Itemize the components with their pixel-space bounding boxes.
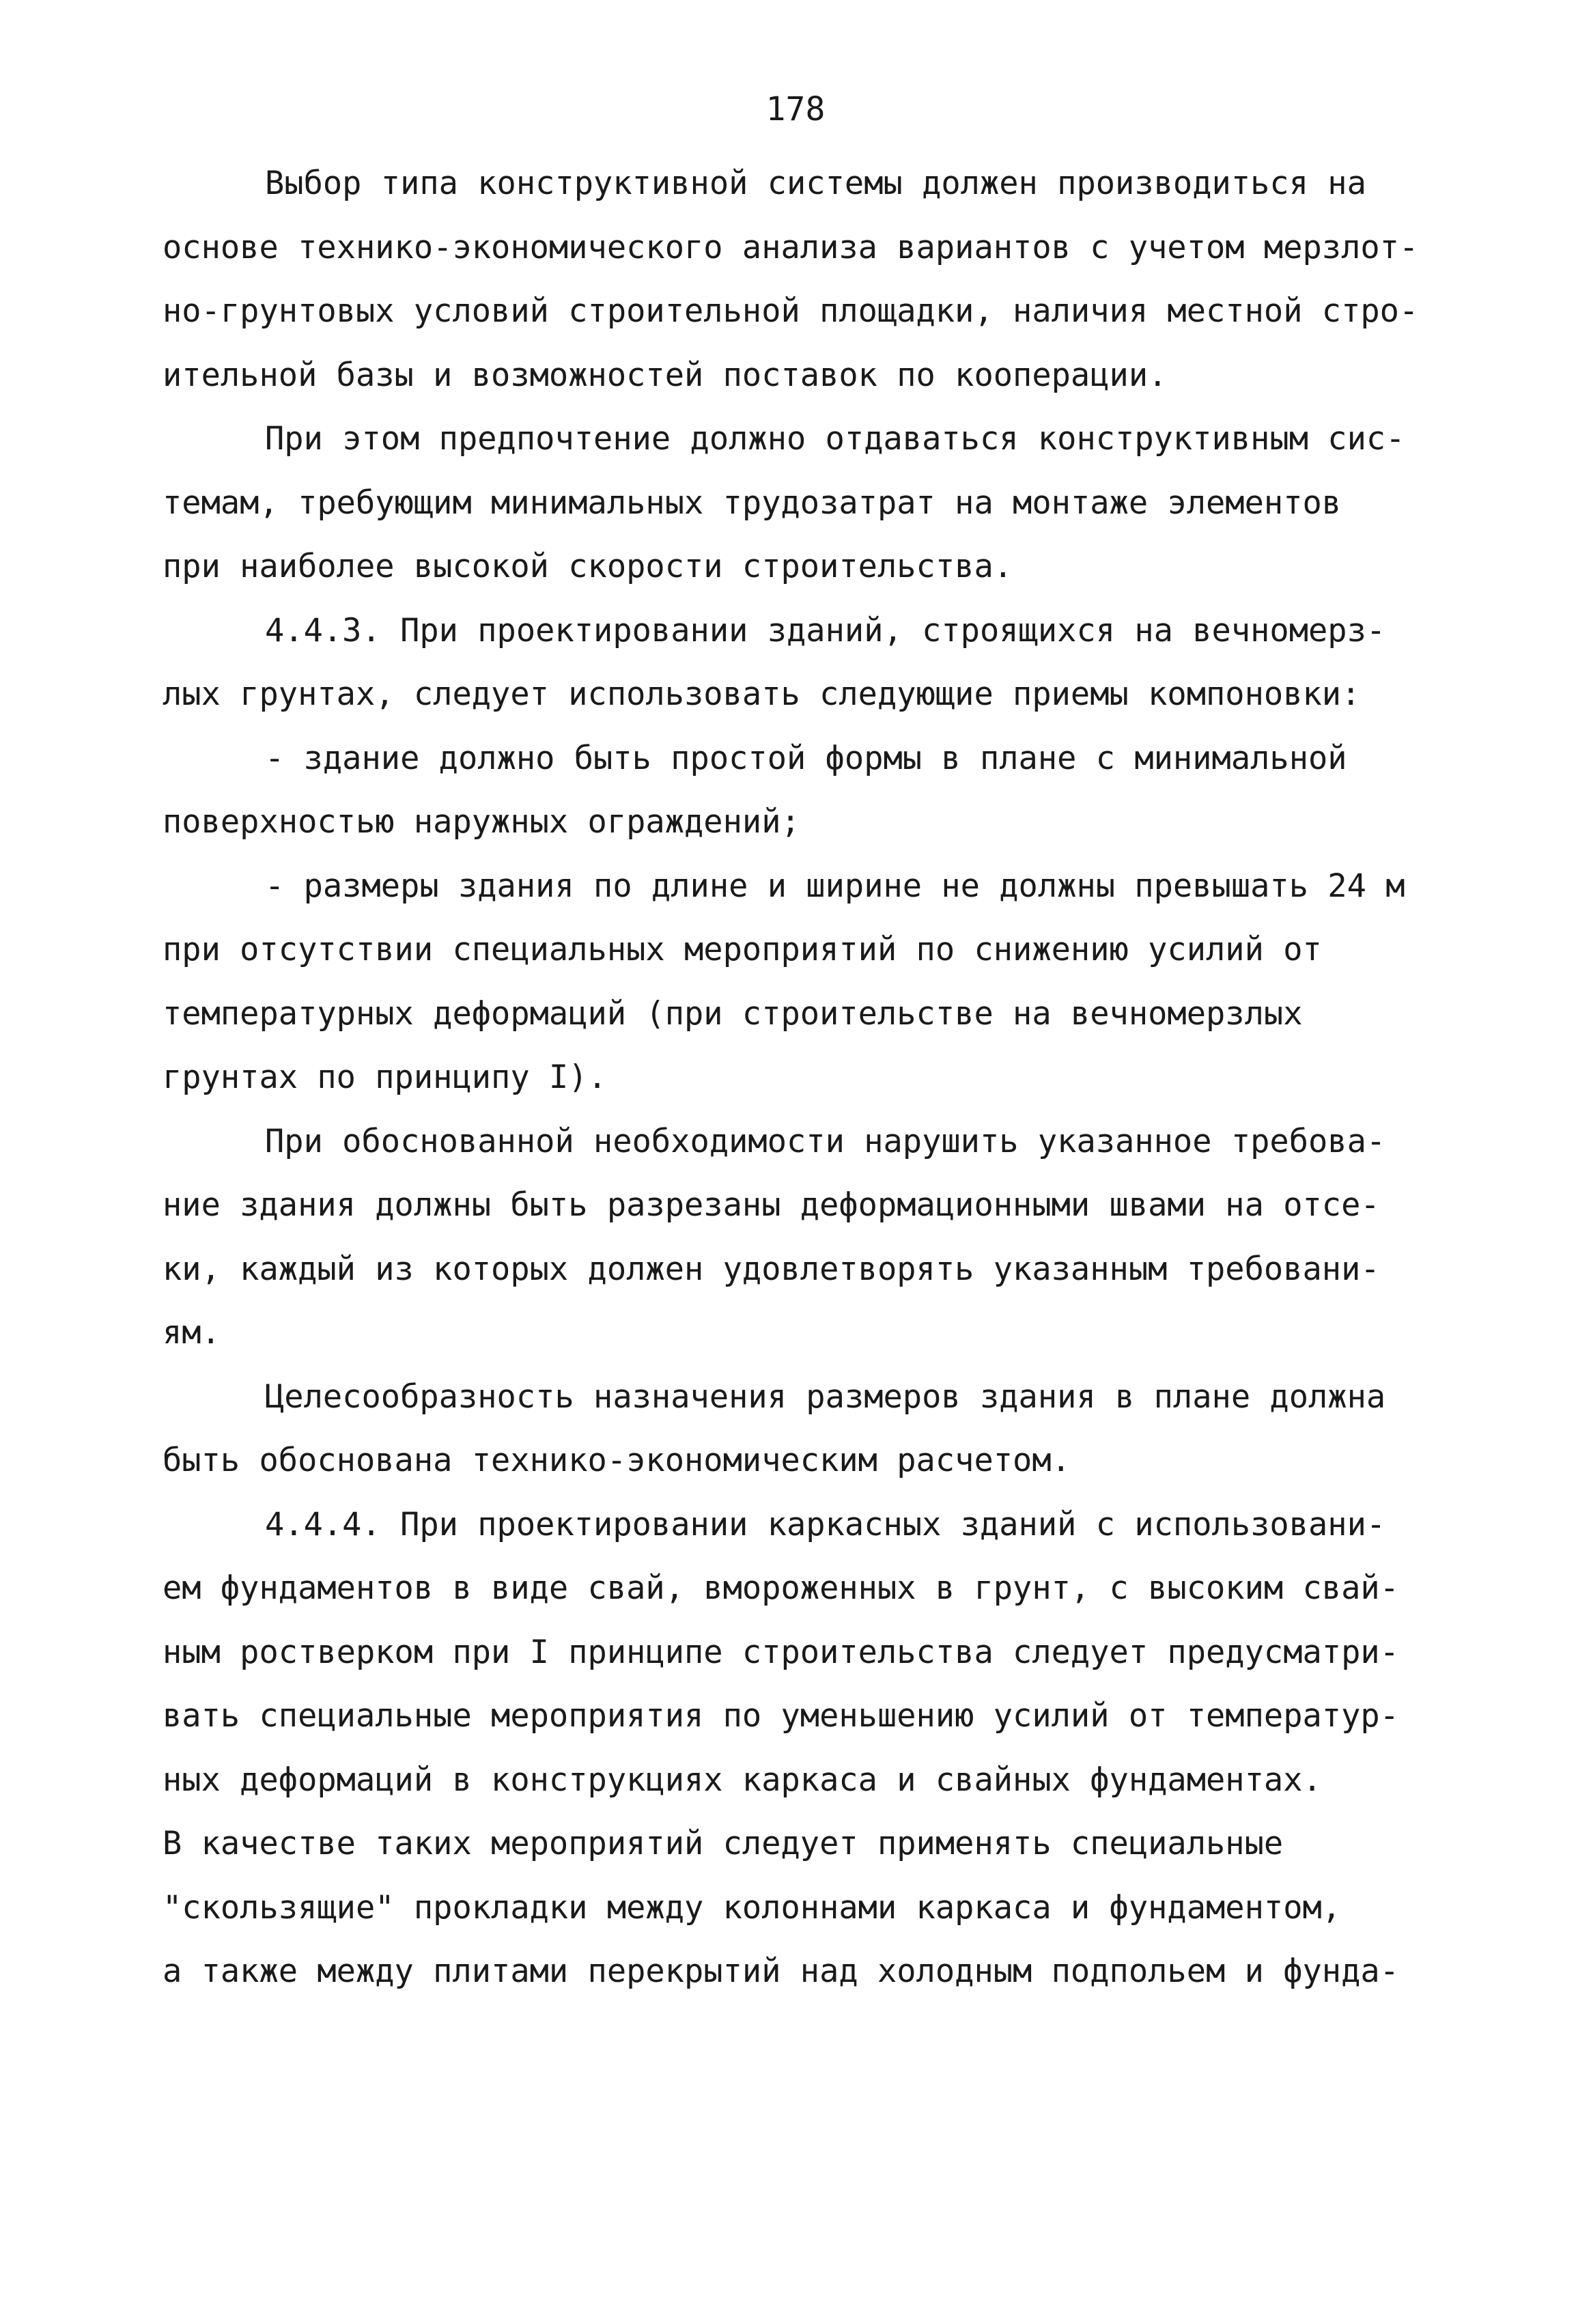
paragraph	[163, 1493, 1460, 1812]
text-line: лых грунтах, следует использовать следующие приемы компоновки:	[163, 675, 1361, 713]
paragraph	[163, 1110, 1460, 1365]
text-line: ных деформаций в конструкциях каркаса и свайных фундаментах.	[163, 1761, 1322, 1799]
text-line: ительной базы и возможностей поставок по кооперации.	[163, 356, 1168, 394]
text-line: - здание должно быть простой формы в плане с минимальной	[265, 739, 1347, 777]
text-line: 4.4.3. При проектировании зданий, строящихся на вечномерз-	[265, 611, 1386, 649]
list-item	[163, 854, 1460, 1110]
paragraph	[163, 1812, 1460, 2004]
page-number: 178	[765, 90, 826, 128]
text-line: а также между плитами перекрытий над холодным подпольем и фунда-	[163, 1952, 1399, 1990]
text-line: при наиболее высокой скорости строительства.	[163, 548, 1013, 585]
text-line: 4.4.4. При проектировании каркасных зданий с использовани-	[265, 1505, 1386, 1543]
text-line: грунтах по принципу I).	[163, 1059, 607, 1096]
text-line: В качестве таких мероприятий следует применять специальные	[163, 1825, 1284, 1862]
paragraph	[163, 407, 1460, 599]
text-line: темам, требующим минимальных трудозатрат на монтаже элементов	[163, 484, 1342, 522]
text-line: Целесообразность назначения размеров здания в плане должна	[265, 1377, 1386, 1416]
text-line: Выбор типа конструктивной системы должен производиться на	[265, 165, 1366, 202]
text-line: При обоснованной необходимости нарушить указанное требова-	[265, 1122, 1386, 1160]
text-line: ем фундаментов в виде свай, вмороженных в грунт, с высоким свай-	[163, 1569, 1399, 1607]
body-text	[163, 152, 1460, 2004]
text-line: - размеры здания по длине и ширине не должны превышать 24 м	[265, 867, 1405, 905]
text-line: при отсутствии специальных мероприятий по снижению усилий от	[163, 931, 1322, 968]
text-line: "скользящие" прокладки между колоннами каркаса и фундаментом,	[163, 1888, 1342, 1927]
text-line: При этом предпочтение должно отдаваться конструктивным сис-	[265, 420, 1405, 458]
text-line: основе технико-экономического анализа вариантов с учетом мерзлот-	[163, 228, 1419, 266]
paragraph	[163, 152, 1460, 407]
text-line: ние здания должны быть разрезаны деформационными швами на отсе-	[163, 1186, 1380, 1224]
text-line: поверхностью наружных ограждений;	[163, 803, 800, 841]
text-line: ки, каждый из которых должен удовлетворять указанным требовани-	[163, 1250, 1380, 1288]
text-line: но-грунтовых условий строительной площадки, наличия местной стро-	[163, 292, 1419, 330]
paragraph	[163, 599, 1460, 727]
text-line: быть обоснована технико-экономическим расчетом.	[163, 1442, 1071, 1479]
paragraph	[163, 1365, 1460, 1493]
text-line: ным ростверком при I принципе строительства следует предусматри-	[163, 1633, 1399, 1671]
list-item	[163, 727, 1460, 854]
text-line: температурных деформаций (при строительстве на вечномерзлых	[163, 994, 1303, 1033]
text-line: вать специальные мероприятия по уменьшению усилий от температур-	[163, 1697, 1399, 1735]
text-line: ям.	[163, 1314, 221, 1352]
